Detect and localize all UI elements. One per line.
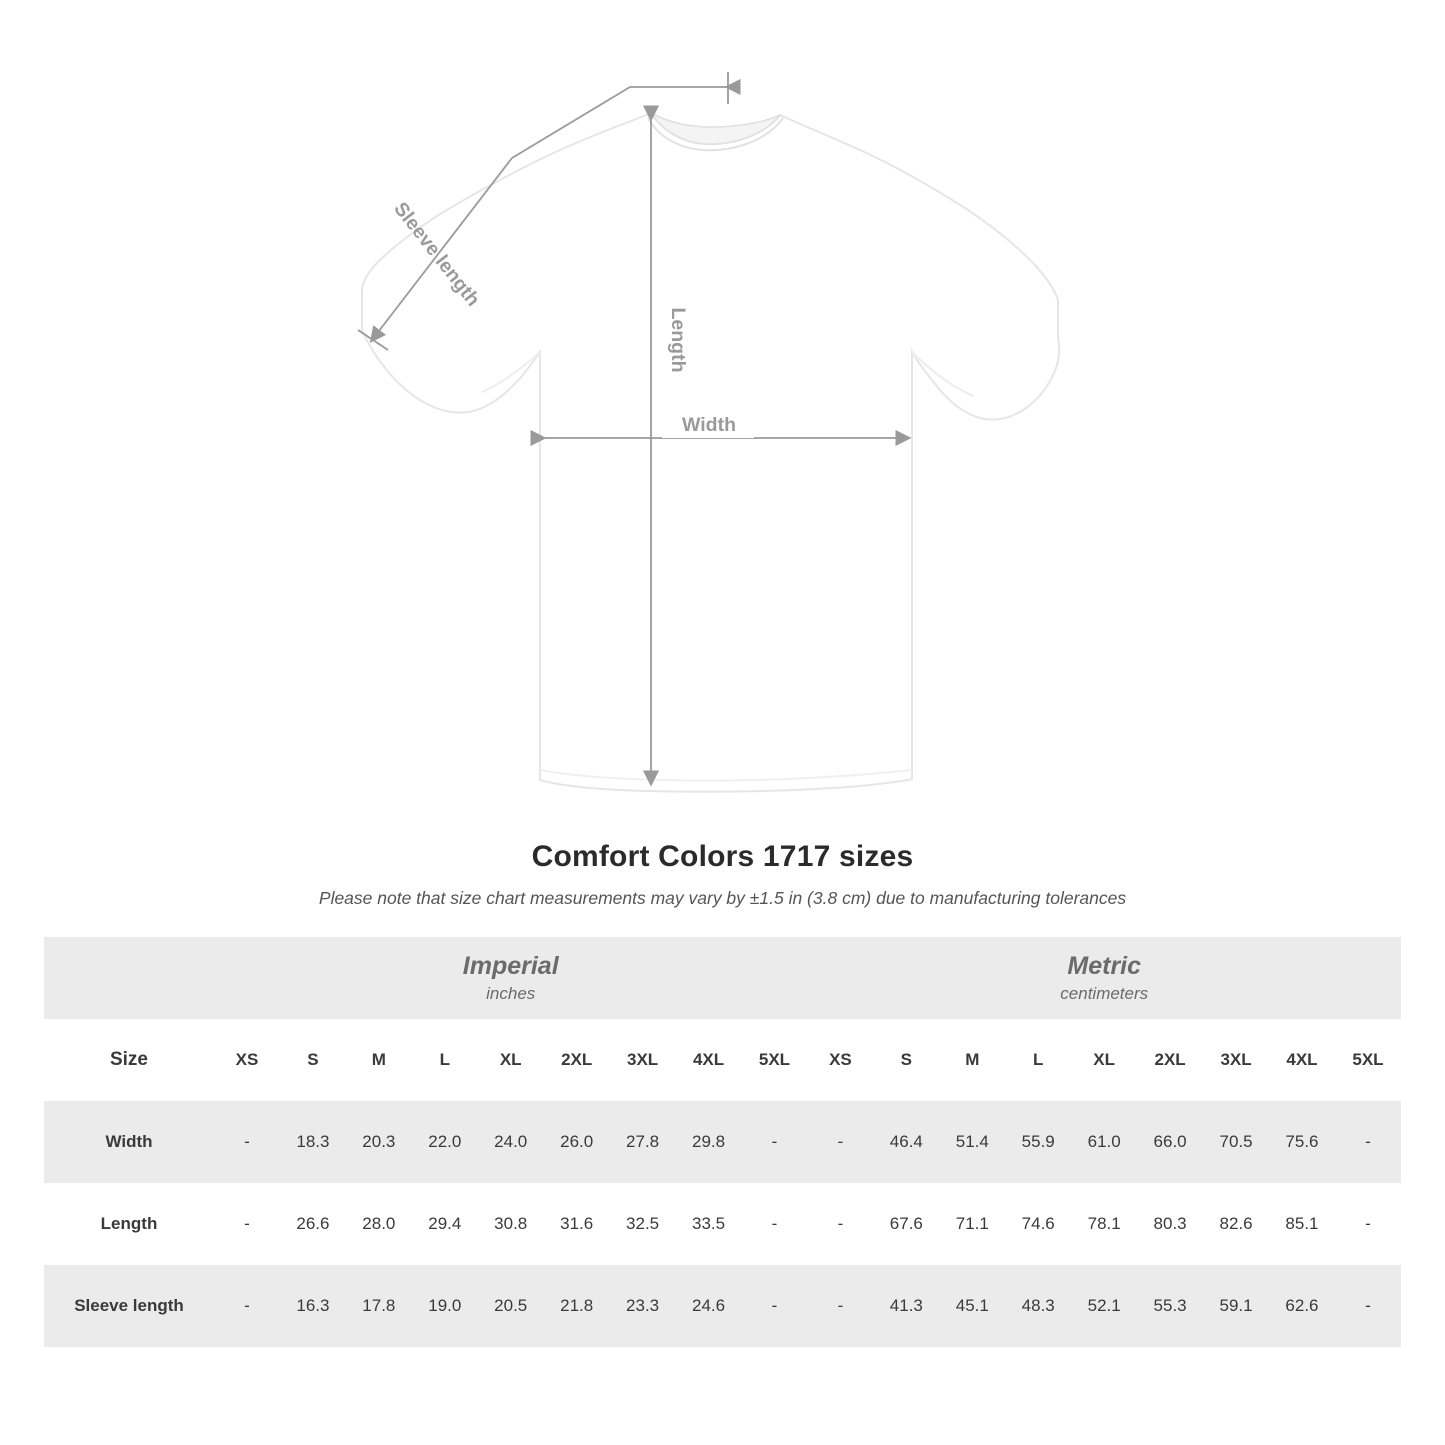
size-header-imperial-4xl: 4XL: [676, 1019, 742, 1101]
cell-length-imperial-m: 28.0: [346, 1183, 412, 1265]
cell-width-imperial-2xl: 26.0: [544, 1101, 610, 1183]
cell-length-imperial-2xl: 31.6: [544, 1183, 610, 1265]
cell-sleeve-metric-s: 41.3: [873, 1265, 939, 1347]
cell-sleeve-imperial-5xl: -: [742, 1265, 808, 1347]
size-header-imperial-m: M: [346, 1019, 412, 1101]
cell-length-metric-3xl: 82.6: [1203, 1183, 1269, 1265]
cell-sleeve-metric-l: 48.3: [1005, 1265, 1071, 1347]
size-header-metric-5xl: 5XL: [1335, 1019, 1401, 1101]
unit-imperial-cell: [214, 937, 807, 1019]
cell-length-imperial-5xl: -: [742, 1183, 808, 1265]
cell-length-metric-l: 74.6: [1005, 1183, 1071, 1265]
size-header-imperial-s: S: [280, 1019, 346, 1101]
table-row: [44, 1265, 1401, 1347]
table-row: [44, 1183, 1401, 1265]
cell-sleeve-imperial-xl: 20.5: [478, 1265, 544, 1347]
row-label-length: Length: [44, 1183, 214, 1265]
cell-width-imperial-3xl: 27.8: [610, 1101, 676, 1183]
unit-corner-cell: [44, 937, 214, 1019]
cell-length-imperial-s: 26.6: [280, 1183, 346, 1265]
size-header-metric-xl: XL: [1071, 1019, 1137, 1101]
cell-width-imperial-m: 20.3: [346, 1101, 412, 1183]
size-header-metric-xs: XS: [807, 1019, 873, 1101]
cell-width-metric-s: 46.4: [873, 1101, 939, 1183]
cell-length-metric-m: 71.1: [939, 1183, 1005, 1265]
size-header-imperial-xl: XL: [478, 1019, 544, 1101]
size-header-imperial-l: L: [412, 1019, 478, 1101]
row-label-sleeve-length: Sleeve length: [44, 1265, 214, 1347]
title-block: [0, 840, 1445, 909]
cell-length-imperial-xl: 30.8: [478, 1183, 544, 1265]
tshirt-shape: [362, 113, 1059, 792]
cell-width-metric-5xl: -: [1335, 1101, 1401, 1183]
cell-sleeve-metric-3xl: 59.1: [1203, 1265, 1269, 1347]
unit-imperial-sub: inches: [486, 984, 536, 1004]
cell-width-metric-xl: 61.0: [1071, 1101, 1137, 1183]
cell-width-imperial-l: 22.0: [412, 1101, 478, 1183]
size-header-metric-l: L: [1005, 1019, 1071, 1101]
cell-sleeve-metric-2xl: 55.3: [1137, 1265, 1203, 1347]
unit-header-row: [44, 937, 1401, 1019]
cell-sleeve-imperial-l: 19.0: [412, 1265, 478, 1347]
size-header-metric-3xl: 3XL: [1203, 1019, 1269, 1101]
cell-sleeve-imperial-xs: -: [214, 1265, 280, 1347]
cell-width-metric-4xl: 75.6: [1269, 1101, 1335, 1183]
unit-metric-cell: [807, 937, 1401, 1019]
cell-sleeve-imperial-s: 16.3: [280, 1265, 346, 1347]
cell-sleeve-imperial-2xl: 21.8: [544, 1265, 610, 1347]
size-header-imperial-xs: XS: [214, 1019, 280, 1101]
cell-width-metric-l: 55.9: [1005, 1101, 1071, 1183]
cell-length-metric-5xl: -: [1335, 1183, 1401, 1265]
unit-metric-sub: centimeters: [1060, 984, 1149, 1004]
cell-length-metric-4xl: 85.1: [1269, 1183, 1335, 1265]
cell-width-metric-xs: -: [807, 1101, 873, 1183]
size-header-metric-4xl: 4XL: [1269, 1019, 1335, 1101]
size-header-metric-s: S: [873, 1019, 939, 1101]
cell-width-imperial-4xl: 29.8: [676, 1101, 742, 1183]
cell-length-imperial-4xl: 33.5: [676, 1183, 742, 1265]
cell-sleeve-imperial-3xl: 23.3: [610, 1265, 676, 1347]
unit-imperial-name: Imperial: [462, 951, 559, 980]
size-header-imperial-3xl: 3XL: [610, 1019, 676, 1101]
width-label: Width: [682, 414, 736, 436]
cell-sleeve-imperial-4xl: 24.6: [676, 1265, 742, 1347]
cell-sleeve-metric-xs: -: [807, 1265, 873, 1347]
cell-width-metric-2xl: 66.0: [1137, 1101, 1203, 1183]
cell-width-metric-3xl: 70.5: [1203, 1101, 1269, 1183]
row-label-width: Width: [44, 1101, 214, 1183]
cell-length-metric-s: 67.6: [873, 1183, 939, 1265]
unit-metric-name: Metric: [1067, 951, 1142, 980]
length-label: Length: [667, 307, 689, 373]
cell-length-imperial-3xl: 32.5: [610, 1183, 676, 1265]
size-header-label: Size: [44, 1019, 214, 1101]
size-header-metric-m: M: [939, 1019, 1005, 1101]
cell-length-imperial-l: 29.4: [412, 1183, 478, 1265]
tolerance-note: Please note that size chart measurements may vary by ±1.5 in (3.8 cm) due to manufacturing tolerances: [318, 888, 1127, 908]
cell-length-metric-2xl: 80.3: [1137, 1183, 1203, 1265]
size-table-wrapper: [0, 937, 1445, 1347]
sleeve-length-label: Sleeve length: [389, 197, 485, 311]
cell-sleeve-metric-5xl: -: [1335, 1265, 1401, 1347]
cell-width-imperial-5xl: -: [742, 1101, 808, 1183]
cell-sleeve-metric-xl: 52.1: [1071, 1265, 1137, 1347]
cell-sleeve-imperial-m: 17.8: [346, 1265, 412, 1347]
cell-width-imperial-s: 18.3: [280, 1101, 346, 1183]
cell-width-imperial-xs: -: [214, 1101, 280, 1183]
size-header-metric-2xl: 2XL: [1137, 1019, 1203, 1101]
cell-width-metric-m: 51.4: [939, 1101, 1005, 1183]
cell-sleeve-metric-m: 45.1: [939, 1265, 1005, 1347]
table-row: [44, 1101, 1401, 1183]
cell-length-metric-xl: 78.1: [1071, 1183, 1137, 1265]
cell-length-metric-xs: -: [807, 1183, 873, 1265]
size-header-imperial-2xl: 2XL: [544, 1019, 610, 1101]
size-header-row: [44, 1019, 1401, 1101]
cell-width-imperial-xl: 24.0: [478, 1101, 544, 1183]
cell-sleeve-metric-4xl: 62.6: [1269, 1265, 1335, 1347]
size-header-imperial-5xl: 5XL: [742, 1019, 808, 1101]
size-table: [44, 937, 1401, 1347]
page-title: Comfort Colors 1717 sizes: [531, 840, 914, 873]
cell-length-imperial-xs: -: [214, 1183, 280, 1265]
